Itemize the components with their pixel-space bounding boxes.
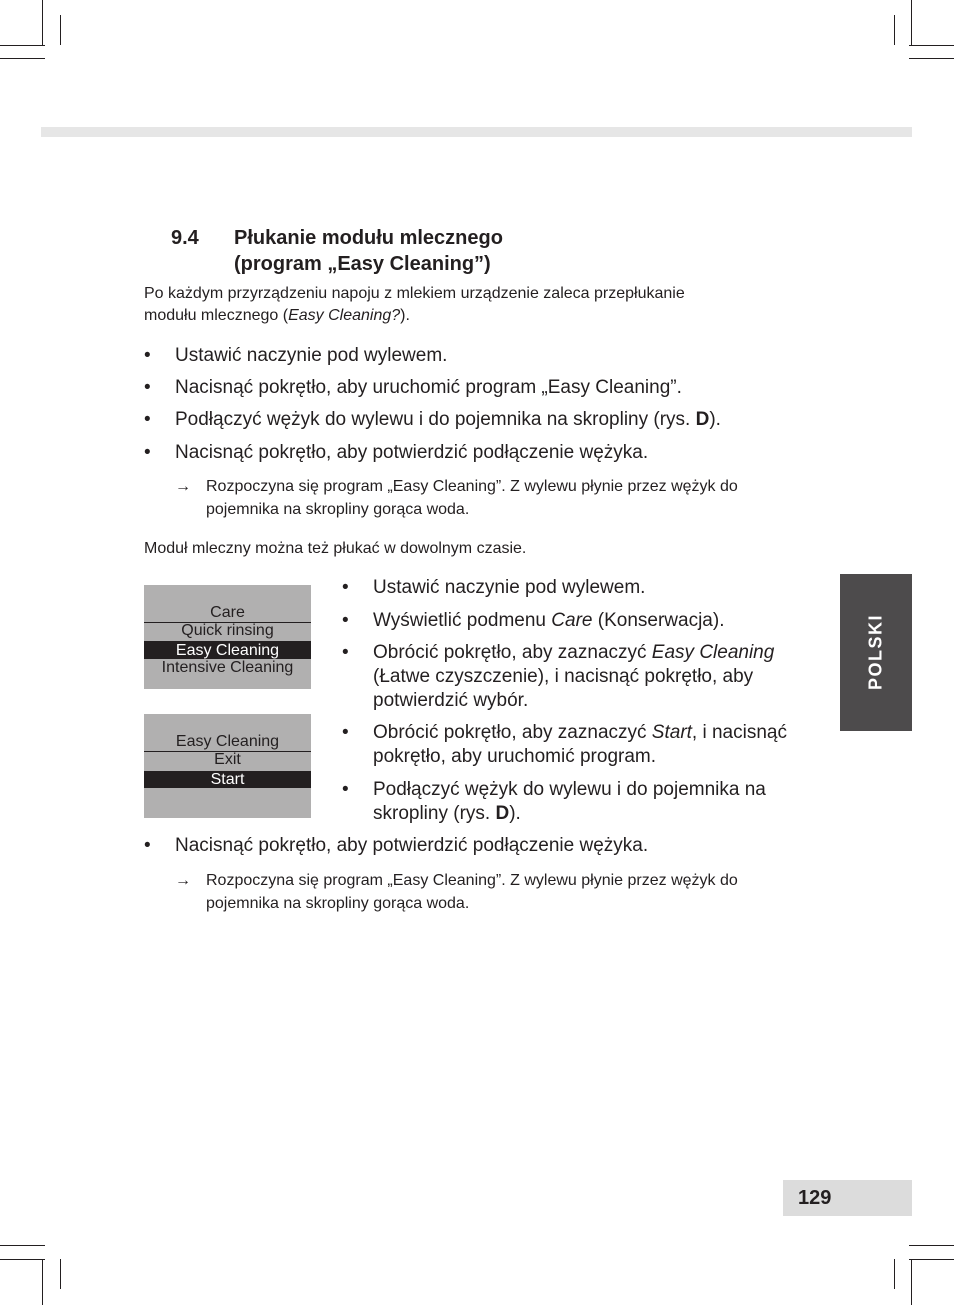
step-italic: Care xyxy=(551,610,593,631)
step-text-part: Obrócić pokrętło, aby zaznaczyć xyxy=(373,642,652,663)
language-tab xyxy=(840,574,912,731)
display-easy-cleaning-menu xyxy=(144,714,311,818)
crop-mark xyxy=(0,45,45,46)
crop-mark xyxy=(894,15,895,45)
bullet: • xyxy=(144,345,151,366)
bullet: • xyxy=(342,722,349,743)
display-care-menu xyxy=(144,585,311,689)
step-text-part: Podłączyć wężyk do wylewu i do pojemnika na skropliny (rys. xyxy=(175,409,696,430)
step-text xyxy=(373,609,818,633)
step-italic: Easy Cleaning xyxy=(651,642,775,663)
bullet: • xyxy=(342,577,349,598)
bullet: • xyxy=(144,835,151,856)
crop-mark xyxy=(0,58,45,59)
section-title-line2: (program „Easy Cleaning”) xyxy=(234,253,491,275)
intro-paragraph xyxy=(144,283,824,327)
arrow-icon: → xyxy=(175,478,191,495)
page-number-box xyxy=(783,1180,912,1216)
bullet: • xyxy=(144,377,151,398)
step-text xyxy=(373,721,818,769)
step-text: Nacisnąć pokrętło, aby potwierdzić podłączenie wężyka. xyxy=(175,442,649,463)
crop-mark xyxy=(0,1259,45,1260)
crop-mark xyxy=(42,0,43,45)
intro-text: modułu mlecznego ( xyxy=(144,307,289,324)
step-text: Nacisnąć pokrętło, aby potwierdzić podłączenie wężyka. xyxy=(175,835,649,856)
crop-mark xyxy=(894,1259,895,1289)
intro-line2 xyxy=(144,305,824,327)
language-tab-label: POLSKI xyxy=(865,613,886,691)
bullet: • xyxy=(342,610,349,631)
display-item: Exit xyxy=(214,751,241,768)
result-text xyxy=(206,475,826,521)
step-text: Ustawić naczynie pod wylewem. xyxy=(175,345,448,366)
figure-ref: D xyxy=(495,803,510,824)
result-line: Rozpoczyna się program „Easy Cleaning”. Z wylewu płynie przez wężyk do xyxy=(206,872,738,889)
crop-mark xyxy=(909,1245,954,1246)
intro-text: ). xyxy=(400,307,410,324)
result-text xyxy=(206,869,826,915)
step-text: Ustawić naczynie pod wylewem. xyxy=(373,577,646,598)
step-text-part: ). xyxy=(509,803,521,824)
arrow-icon: → xyxy=(175,872,191,889)
step-text-part: (Łatwe czyszczenie), i nacisnąć pokrętło, aby potwierdzić wybór. xyxy=(373,666,754,711)
section-number: 9.4 xyxy=(171,227,199,249)
result-line: Rozpoczyna się program „Easy Cleaning”. Z wylewu płynie przez wężyk do xyxy=(206,478,738,495)
note-text: Moduł mleczny można też płukać w dowolnym czasie. xyxy=(144,540,527,557)
display-item: Care xyxy=(210,604,245,621)
crop-mark xyxy=(42,1259,43,1305)
step-text-part: ). xyxy=(709,409,721,430)
step-italic: Start xyxy=(651,722,692,743)
crop-mark xyxy=(911,1259,912,1305)
step-text-part: (Konserwacja). xyxy=(592,610,725,631)
page-number: 129 xyxy=(798,1187,832,1209)
step-text-part: Wyświetlić podmenu xyxy=(373,610,552,631)
display-item: Easy Cleaning xyxy=(175,733,280,750)
result-line: pojemnika na skropliny gorąca woda. xyxy=(206,501,470,518)
crop-mark xyxy=(911,0,912,45)
intro-italic: Easy Cleaning? xyxy=(288,307,401,324)
crop-mark xyxy=(0,1245,45,1246)
display-item: Quick rinsing xyxy=(181,622,274,639)
intro-line1: Po każdym przyrządzeniu napoju z mlekiem urządzenie zaleca przepłukanie xyxy=(144,285,685,302)
step-text-part: , i nacisnąć pokrętło, aby uruchomić program. xyxy=(373,722,787,767)
bullet: • xyxy=(342,779,349,800)
bullet: • xyxy=(342,642,349,663)
crop-mark xyxy=(909,1259,954,1260)
bullet: • xyxy=(144,409,151,430)
step-text-part: Obrócić pokrętło, aby zaznaczyć xyxy=(373,722,652,743)
header-bar xyxy=(41,127,912,137)
section-title-line1: Płukanie modułu mlecznego xyxy=(234,227,503,249)
crop-mark xyxy=(909,45,954,46)
crop-mark xyxy=(60,1259,61,1289)
step-text xyxy=(175,408,721,432)
display-item-selected: Start xyxy=(144,771,311,788)
step-text-part: Podłączyć wężyk do wylewu i do pojemnika na skropliny (rys. xyxy=(373,779,766,824)
step-text: Nacisnąć pokrętło, aby uruchomić program „Easy Cleaning”. xyxy=(175,377,682,398)
crop-mark xyxy=(60,15,61,45)
figure-ref: D xyxy=(695,409,710,430)
display-item: Intensive Cleaning xyxy=(161,659,294,676)
display-item-selected: Easy Cleaning xyxy=(144,642,311,659)
bullet: • xyxy=(144,442,151,463)
section-title xyxy=(234,225,503,277)
crop-mark xyxy=(909,58,954,59)
result-line: pojemnika na skropliny gorąca woda. xyxy=(206,895,470,912)
step-text xyxy=(373,778,818,826)
step-text xyxy=(373,641,818,713)
